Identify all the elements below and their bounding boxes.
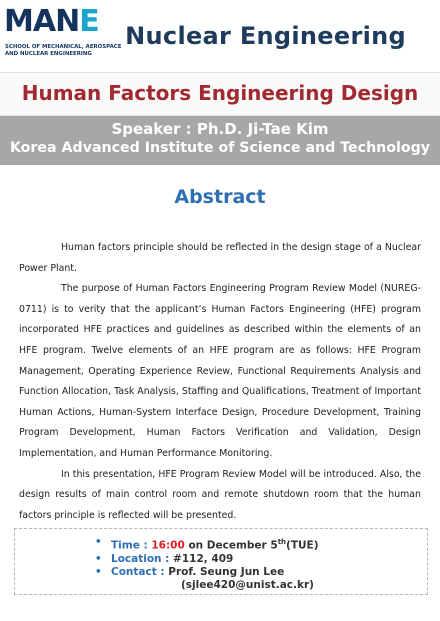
logo-subtitle	[5, 44, 135, 58]
logo-mark	[4, 6, 99, 38]
abstract-body	[19, 238, 421, 526]
bullet-icon: •	[95, 552, 102, 565]
speaker-affiliation: Korea Advanced Institute of Science and Technology	[9, 140, 431, 156]
page-title: Human Factors Engineering Design	[21, 81, 419, 105]
logo-mark-e: E	[79, 4, 99, 39]
location-item	[95, 553, 319, 566]
department-title: Nuclear Engineering	[125, 22, 406, 50]
location-value: #112, 409	[173, 552, 234, 565]
time-day: (TUE)	[286, 539, 319, 552]
header	[0, 0, 440, 70]
bullet-icon: •	[95, 565, 102, 578]
contact-email-link[interactable]: (sjlee420@unist.ac.kr)	[181, 579, 314, 592]
speaker-name: Speaker : Ph.D. Ji-Tae Kim	[111, 120, 329, 138]
speaker-band	[0, 116, 440, 165]
abstract-paragraph: Human factors principle should be reflected in the design stage of a Nuclear Power Plant.	[19, 242, 421, 274]
event-info-list	[95, 536, 319, 592]
event-info-box	[14, 528, 428, 595]
abstract-heading: Abstract	[174, 186, 266, 208]
logo-mark-man: MAN	[4, 4, 80, 39]
contact-name: Prof. Seung Jun Lee	[168, 565, 285, 578]
logo-subtitle-line2: AND NUCLEAR ENGINEERING	[5, 51, 92, 57]
location-label: Location :	[111, 552, 170, 565]
bullet-icon: •	[95, 536, 102, 548]
time-value: 16:00	[151, 539, 185, 552]
title-band	[0, 72, 440, 116]
time-date: on December 5	[188, 539, 278, 552]
contact-label: Contact :	[111, 565, 165, 578]
contact-item	[95, 566, 319, 592]
time-item	[95, 536, 319, 553]
logo-subtitle-line1: SCHOOL OF MECHANICAL, AEROSPACE	[5, 44, 122, 50]
abstract-paragraph: The purpose of Human Factors Engineering Program Review Model (NUREG-0711) is to verity that the applicant’s Human Factors Engineering (HFE) program incorporated HFE practices and guidelines as described within the elements of an HFE program. Twelve elements of an HFE program are as follows: HFE Program Management, Operating Experience Review, Functional Requirements Analysis and Function Allocation, Task Analysis, Staffing and Qualifications, Treatment of Important Human Actions, Human-System Interface Design, Procedure Development, Training Program Development, Human Factors Verification and Validation, Design Implementation, and Human Performance Monitoring.	[19, 283, 421, 459]
time-date-suffix: th	[277, 538, 287, 546]
mane-logo	[4, 6, 134, 64]
time-label: Time :	[111, 539, 148, 552]
abstract-paragraph: In this presentation, HFE Program Review Model will be introduced. Also, the design results of main control room and remote shutdown room that the human factors principle is reflected will be presented.	[19, 468, 421, 521]
